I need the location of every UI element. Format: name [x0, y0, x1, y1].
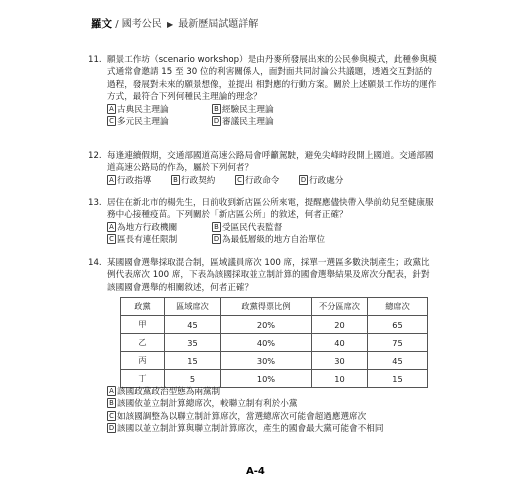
- option-letter: A: [107, 175, 116, 185]
- table-row: [121, 334, 428, 352]
- option-letter: A: [107, 386, 116, 396]
- header-subject: 羅文: [91, 18, 112, 30]
- answer-options: [107, 386, 438, 436]
- table-cell: 75: [368, 334, 428, 352]
- option-letter: B: [212, 222, 221, 232]
- question-14: [88, 257, 438, 294]
- table-cell: 20%: [221, 316, 312, 334]
- column-header: 政黨得票比例: [221, 298, 312, 316]
- option-b: [171, 175, 235, 187]
- option-b: [212, 222, 317, 234]
- option-letter: D: [213, 117, 220, 126]
- option-letter: D: [300, 175, 307, 184]
- question-number: 11.: [88, 55, 102, 65]
- option-letter: A: [107, 222, 116, 232]
- question-number: 13.: [88, 198, 102, 208]
- table-cell: 15: [368, 370, 428, 388]
- table-cell: 丙: [121, 352, 165, 370]
- option-text: 為地方行政機關: [117, 222, 178, 233]
- page-number: A-4: [246, 466, 265, 477]
- question-stem: 願景工作坊（scenario workshop）是由丹麥所發展出來的公民參與模式，此種參與模式通常會邀請 15 至 30 位的利害關係人，面對面共同討論公共議題，透過交互對話的過程，發展對未來的願景想像，並提出 相對應的行動方案。關於上述願景工作坊的運作方式，最符合下列何種民主理論的理念？: [107, 55, 437, 103]
- table-cell: 30%: [221, 352, 312, 370]
- table-cell: 40: [312, 334, 368, 352]
- option-c: [107, 116, 212, 128]
- option-letter: C: [107, 411, 116, 421]
- column-header: 區域席次: [165, 298, 221, 316]
- table-cell: 乙: [121, 334, 165, 352]
- column-header: 總席次: [368, 298, 428, 316]
- option-letter: C: [107, 116, 116, 126]
- question-number: 12.: [88, 151, 102, 161]
- option-text: 行政契約: [181, 175, 216, 186]
- option-letter: D: [213, 235, 220, 244]
- option-d: [299, 175, 363, 187]
- table-header-row: [121, 298, 428, 316]
- answer-options: [107, 175, 438, 187]
- running-header: [91, 15, 258, 31]
- option-d: [107, 423, 438, 435]
- option-text: 審議民主理論: [222, 117, 274, 128]
- option-text: 區長有連任限制: [117, 235, 178, 246]
- question-number: 14.: [88, 258, 102, 268]
- option-text: 行政命令: [245, 175, 280, 186]
- option-text: 該國政黨政治型態為兩黨制: [117, 387, 221, 397]
- option-letter: A: [107, 104, 116, 114]
- option-text: 古典民主理論: [117, 104, 169, 115]
- question-stem: 居住在新北市的楊先生，日前收到新店區公所來電，提醒應儘快帶入學前幼兒至健康服務中心接種疫苗。下列關於「新店區公所」的敘述，何者正確？: [107, 198, 434, 221]
- option-d: [212, 234, 326, 246]
- table-cell: 15: [165, 352, 221, 370]
- option-c: [107, 234, 212, 246]
- table-cell: 5: [165, 370, 221, 388]
- option-letter: B: [171, 175, 180, 185]
- column-header: 不分區席次: [312, 298, 368, 316]
- option-letter: C: [107, 234, 116, 244]
- question-14-options: [88, 386, 438, 436]
- option-d: [212, 116, 317, 128]
- header-category: 國考公民: [121, 19, 162, 30]
- table-cell: 10: [312, 370, 368, 388]
- option-text: 多元民主理論: [117, 117, 169, 128]
- option-letter: C: [235, 175, 244, 185]
- option-c: [107, 411, 438, 423]
- table-cell: 65: [368, 316, 428, 334]
- table-row: [121, 352, 428, 370]
- table-cell: 40%: [221, 334, 312, 352]
- table-cell: 甲: [121, 316, 165, 334]
- option-b: [212, 104, 317, 116]
- table-cell: 10%: [221, 370, 312, 388]
- column-header: 政黨: [121, 298, 165, 316]
- option-text: 為最低層級的地方自治單位: [222, 235, 326, 246]
- option-a: [107, 386, 438, 398]
- option-letter: D: [108, 424, 115, 433]
- table-cell: 20: [312, 316, 368, 334]
- question-13: [88, 197, 438, 247]
- question-11: [88, 54, 438, 128]
- table-row: [121, 316, 428, 334]
- option-letter: B: [212, 104, 221, 114]
- option-a: [107, 175, 171, 187]
- table-cell: 30: [312, 352, 368, 370]
- option-text: 經驗民主理論: [222, 104, 274, 115]
- table-cell: 45: [368, 352, 428, 370]
- header-separator: /: [115, 19, 119, 30]
- table-cell: 35: [165, 334, 221, 352]
- option-text: 該國以並立制計算與聯立制計算席次，產生的國會最大黨可能會不相同: [117, 424, 384, 435]
- option-text: 該國依並立制計算總席次，較聯立制有利於小黨: [117, 399, 298, 410]
- option-a: [107, 104, 212, 116]
- option-a: [107, 222, 212, 234]
- table-cell: 丁: [121, 370, 165, 388]
- option-text: 行政指導: [117, 175, 152, 186]
- answer-options: [107, 222, 438, 247]
- table-cell: 45: [165, 316, 221, 334]
- header-title: 最新歷屆試題詳解: [178, 19, 259, 30]
- option-c: [235, 175, 299, 187]
- question-12: [88, 150, 438, 187]
- table-row: [121, 370, 428, 388]
- answer-options: [107, 104, 438, 129]
- option-text: 受區民代表監督: [222, 222, 283, 233]
- option-text: 行政處分: [309, 175, 344, 186]
- option-letter: B: [107, 398, 116, 408]
- option-text: 如該國調整為以聯立制計算席次，當選總席次可能會超過應選席次: [117, 411, 367, 422]
- election-results-table: [120, 297, 428, 388]
- question-stem: 每逢連續假期，交通部國道高速公路局會呼籲駕駛，避免尖峰時段開上國道。交通部國道高速公路局的作為，屬於下列何者？: [107, 151, 434, 174]
- play-arrow-icon: ▶: [166, 20, 174, 29]
- question-stem: 某國國會選舉採取混合制，區域議員席次 100 席，採單一選區多數決制產生；政黨比例代表席次 100 席，下表為該國採取並立制計算的國會選舉結果及席次分配表，針對該國國會選舉的相關敘述，何者正確？: [107, 258, 430, 293]
- option-b: [107, 398, 438, 410]
